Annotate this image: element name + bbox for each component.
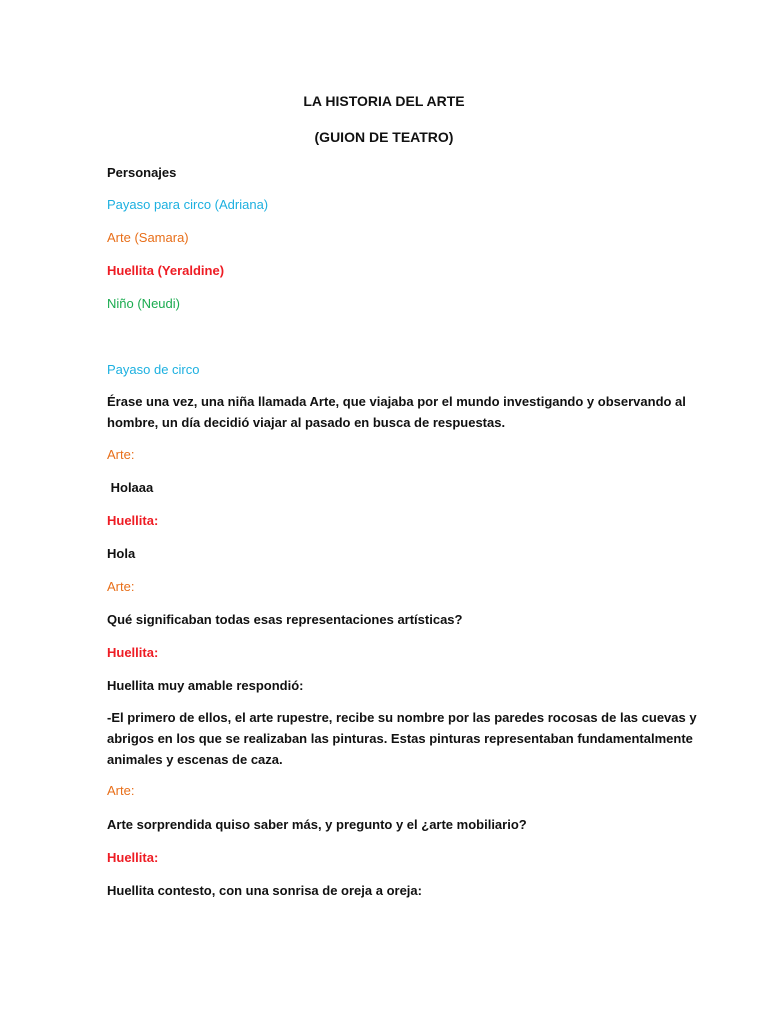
dialogue-line: Huellita contesto, con una sonrisa de oreja a oreja: xyxy=(107,883,422,898)
character-huellita: Huellita (Yeraldine) xyxy=(107,263,225,278)
speaker-payaso-de-circo: Payaso de circo xyxy=(107,362,200,377)
dialogue-line: Holaaa xyxy=(107,480,154,495)
characters-heading: Personajes xyxy=(107,165,177,180)
speaker-arte: Arte: xyxy=(107,447,135,462)
dialogue-line: Hola xyxy=(107,546,136,561)
speaker-arte: Arte: xyxy=(107,783,135,798)
dialogue-line: abrigos en los que se realizaban las pinturas. Estas pinturas representaban fundamentalmente xyxy=(107,731,693,746)
document-title: LA HISTORIA DEL ARTE xyxy=(303,93,465,109)
narration-line: hombre, un día decidió viajar al pasado en busca de respuestas. xyxy=(107,415,506,430)
character-payaso: Payaso para circo (Adriana) xyxy=(107,197,269,212)
speaker-arte: Arte: xyxy=(107,579,135,594)
character-arte: Arte (Samara) xyxy=(107,230,189,245)
speaker-huellita: Huellita: xyxy=(107,645,159,660)
character-nino: Niño (Neudi) xyxy=(107,296,180,311)
dialogue-line: Huellita muy amable respondió: xyxy=(107,678,304,693)
dialogue-line: animales y escenas de caza. xyxy=(107,752,283,767)
narration-paragraph-1 xyxy=(107,391,686,433)
speaker-huellita: Huellita: xyxy=(107,850,159,865)
narration-line: Érase una vez, una niña llamada Arte, que viajaba por el mundo investigando y observando al xyxy=(107,394,686,409)
dialogue-line: -El primero de ellos, el arte rupestre, recibe su nombre por las paredes rocosas de las cuevas y xyxy=(107,710,697,725)
dialogue-line: Arte sorprendida quiso saber más, y pregunto y el ¿arte mobiliario? xyxy=(107,817,527,832)
dialogue-paragraph xyxy=(107,707,697,770)
speaker-huellita: Huellita: xyxy=(107,513,159,528)
document-subtitle: (GUION DE TEATRO) xyxy=(314,129,454,145)
dialogue-line: Qué significaban todas esas representaciones artísticas? xyxy=(107,612,463,627)
